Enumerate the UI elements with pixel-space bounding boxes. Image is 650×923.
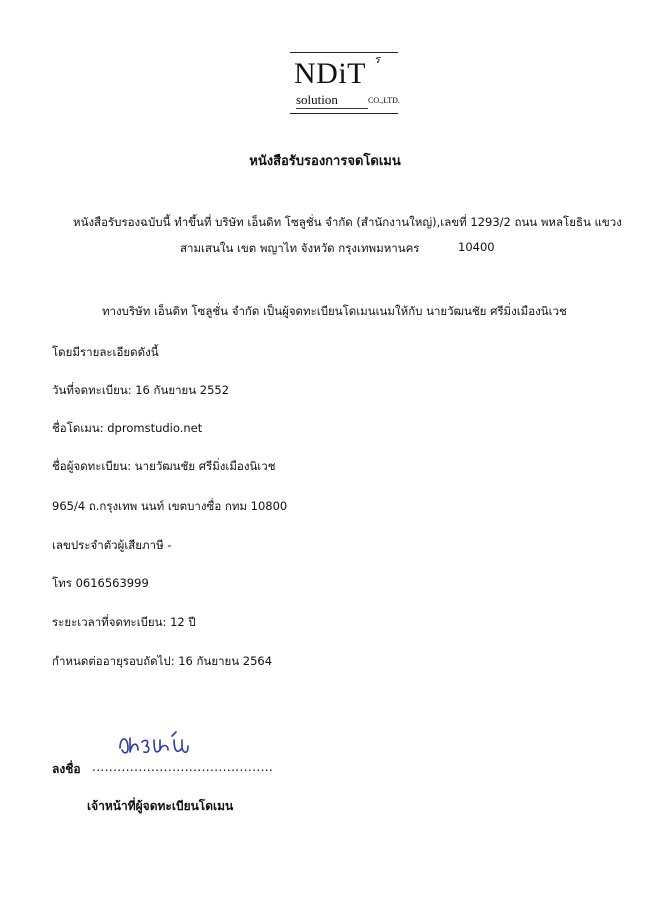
- logo-top-rule: [290, 52, 398, 53]
- logo-sub: solution: [296, 92, 338, 107]
- field-registration-date: วันที่จดทะเบียน: 16 กันยายน 2552: [52, 383, 230, 397]
- intro-postcode: 10400: [458, 240, 495, 254]
- field-renewal-date: กำหนดต่ออายุรอบถัดไป: 16 กันยายน 2564: [52, 654, 273, 668]
- signature-line: ...........................................: [92, 760, 274, 774]
- field-tax-id: เลขประจำตัวผู้เสียภาษี -: [52, 538, 172, 552]
- company-logo: [290, 52, 400, 116]
- field-phone: โทร 0616563999: [52, 576, 149, 590]
- officer-title: เจ้าหน้าที่ผู้จดทะเบียนโดเมน: [87, 799, 234, 813]
- logo-sub-underline: [296, 108, 368, 109]
- field-domain-name: ชื่อโดเมน: dpromstudio.net: [52, 421, 203, 435]
- statement-text: ทางบริษัท เอ็นดิท โซลูชั่น จำกัด เป็นผู้จดทะเบียนโดเมนเนมให้กับ นายวัฒนชัย ศรีมิ่งเมืองนิเวช: [102, 304, 567, 318]
- field-registration-period: ระยะเวลาที่จดทะเบียน: 12 ปี: [52, 615, 196, 629]
- document-title: หนังสือรับรองการจดโดเมน: [249, 154, 401, 169]
- field-address: 965/4 ถ.กรุงเทพ นนท์ เขตบางซื่อ กทม 10800: [52, 499, 288, 513]
- details-header: โดยมีรายละเอียดดังนี้: [52, 345, 159, 359]
- signature-label: ลงชื่อ: [52, 762, 81, 776]
- handwritten-signature: [116, 728, 196, 760]
- logo-bottom-rule: [290, 113, 398, 114]
- intro-line-2: สามเสนใน เขต พญาไท จังหวัด กรุงเทพมหานคร: [180, 241, 420, 255]
- intro-line-1: หนังสือรับรองฉบับนี้ ทำขึ้นที่ บริษัท เอ็นดิท โซลูชั่น จำกัด (สำนักงานใหญ่),เลขที่ 1293/2 ถนน พหลโยธิน แขวง: [73, 215, 622, 229]
- logo-co: CO.,LTD.: [368, 96, 400, 105]
- field-registrant-name: ชื่อผู้จดทะเบียน: นายวัฒนชัย ศรีมิ่งเมืองนิเวช: [52, 459, 276, 473]
- logo-brand: NDiT: [294, 57, 366, 90]
- logo-mark: ร: [374, 54, 380, 66]
